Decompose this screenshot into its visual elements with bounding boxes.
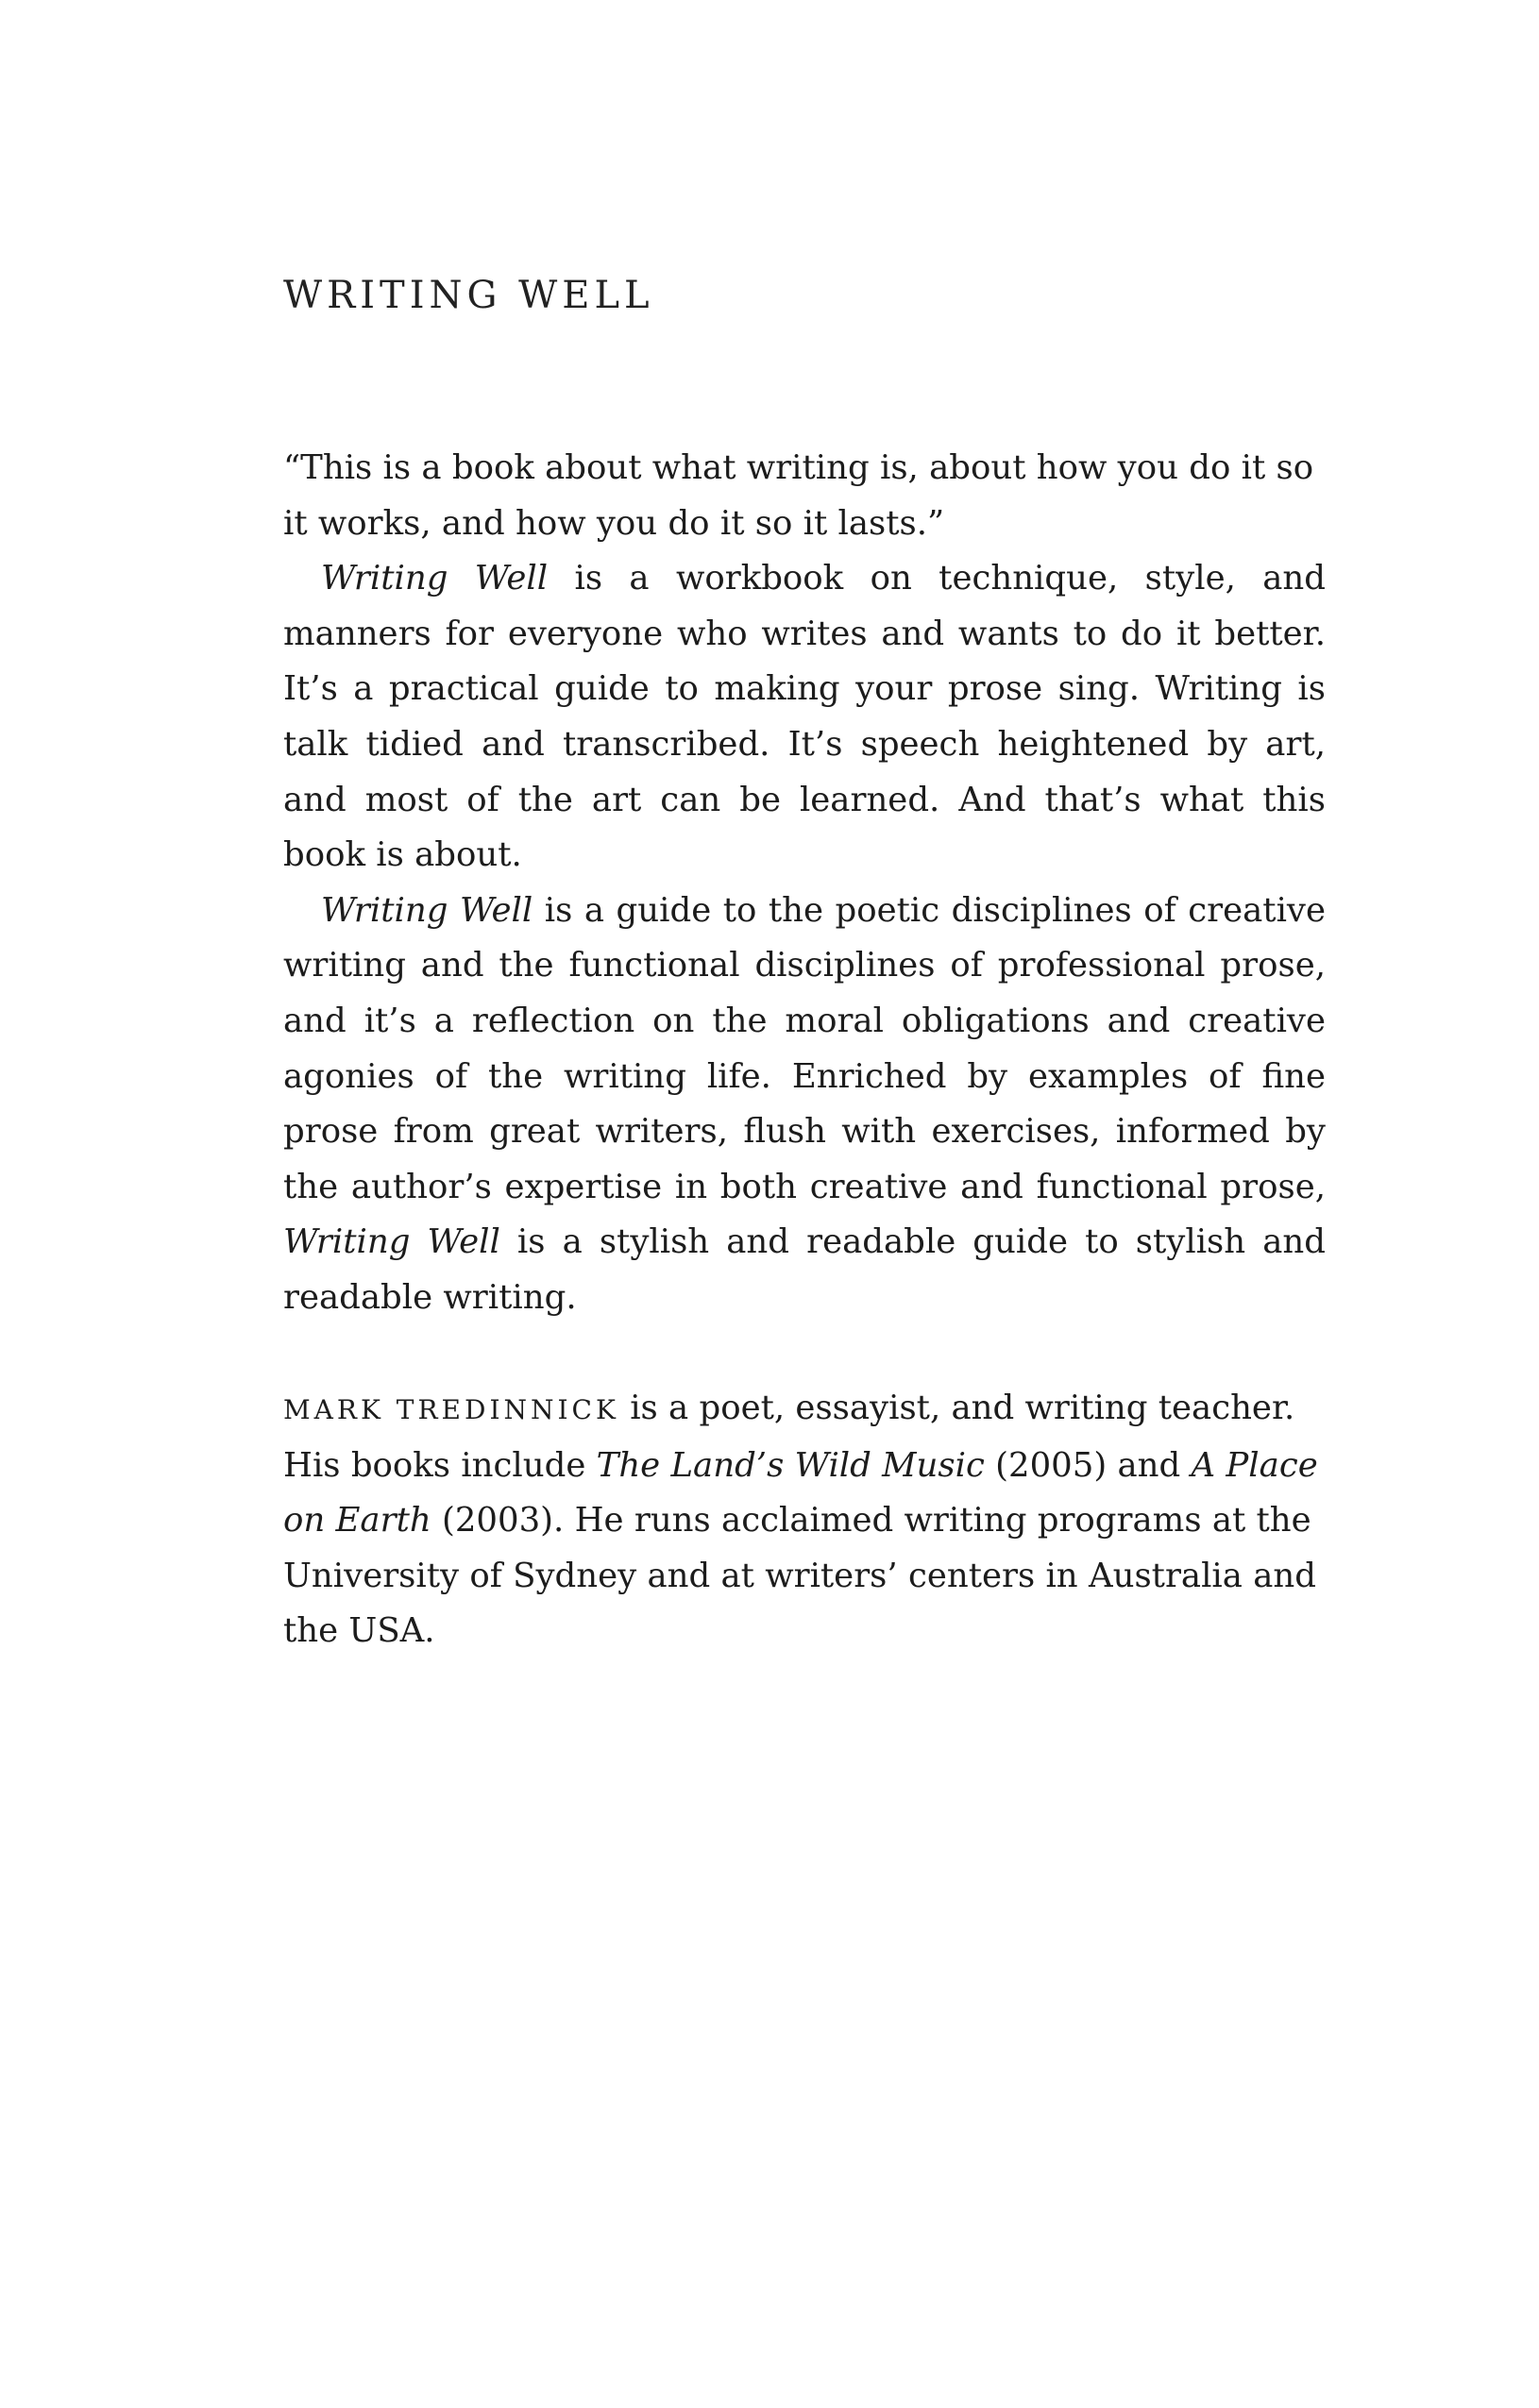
book-title-italic: The Land’s Wild Music [596,1445,985,1485]
description-paragraph-1 [283,551,1326,884]
author-bio [283,1381,1326,1659]
bio-text: (2005) and [984,1445,1192,1485]
book-title-italic: Writing Well [321,559,549,598]
book-title-italic: Writing Well [283,1222,500,1262]
bio-text: (2003). He runs acclaimed writing programs at the University of Sydney and at writers’ centers in Australia and the USA. [283,1501,1316,1651]
author-name: MARK TREDINNICK [283,1394,619,1426]
bio-text: is a poet, essayist, and writing teacher. His books include [283,1389,1295,1485]
book-description [283,441,1326,1659]
book-title-italic: A Place on Earth [283,1445,1318,1541]
paragraph-text: is a guide to the poetic disciplines of creative writing and the functional disciplines of professional prose, and it’s a reflection on the moral obligations and creative agonies of the writing life. Enriched by examples of fine prose from great writers, flush with exercises, informed by the author’s expertise in both creative and functional prose, [283,890,1326,1206]
description-paragraph-2 [283,884,1326,1326]
opening-quote: “This is a book about what writing is, about how you do it so it works, and how you do it so it lasts.” [283,448,1314,543]
paragraph-text: is a stylish and readable guide to stylish and readable writing. [283,1222,1326,1317]
page-title: WRITING WELL [283,274,654,317]
paragraph-text: is a workbook on technique, style, and manners for everyone who writes and wants to do it better. It’s a practical guide to making your prose sing. Writing is talk tidied and transcribed. It’s speech heightened by art, and most of the art can be learned. And that’s what this book is about. [283,559,1326,875]
book-title-italic: Writing Well [321,890,533,930]
